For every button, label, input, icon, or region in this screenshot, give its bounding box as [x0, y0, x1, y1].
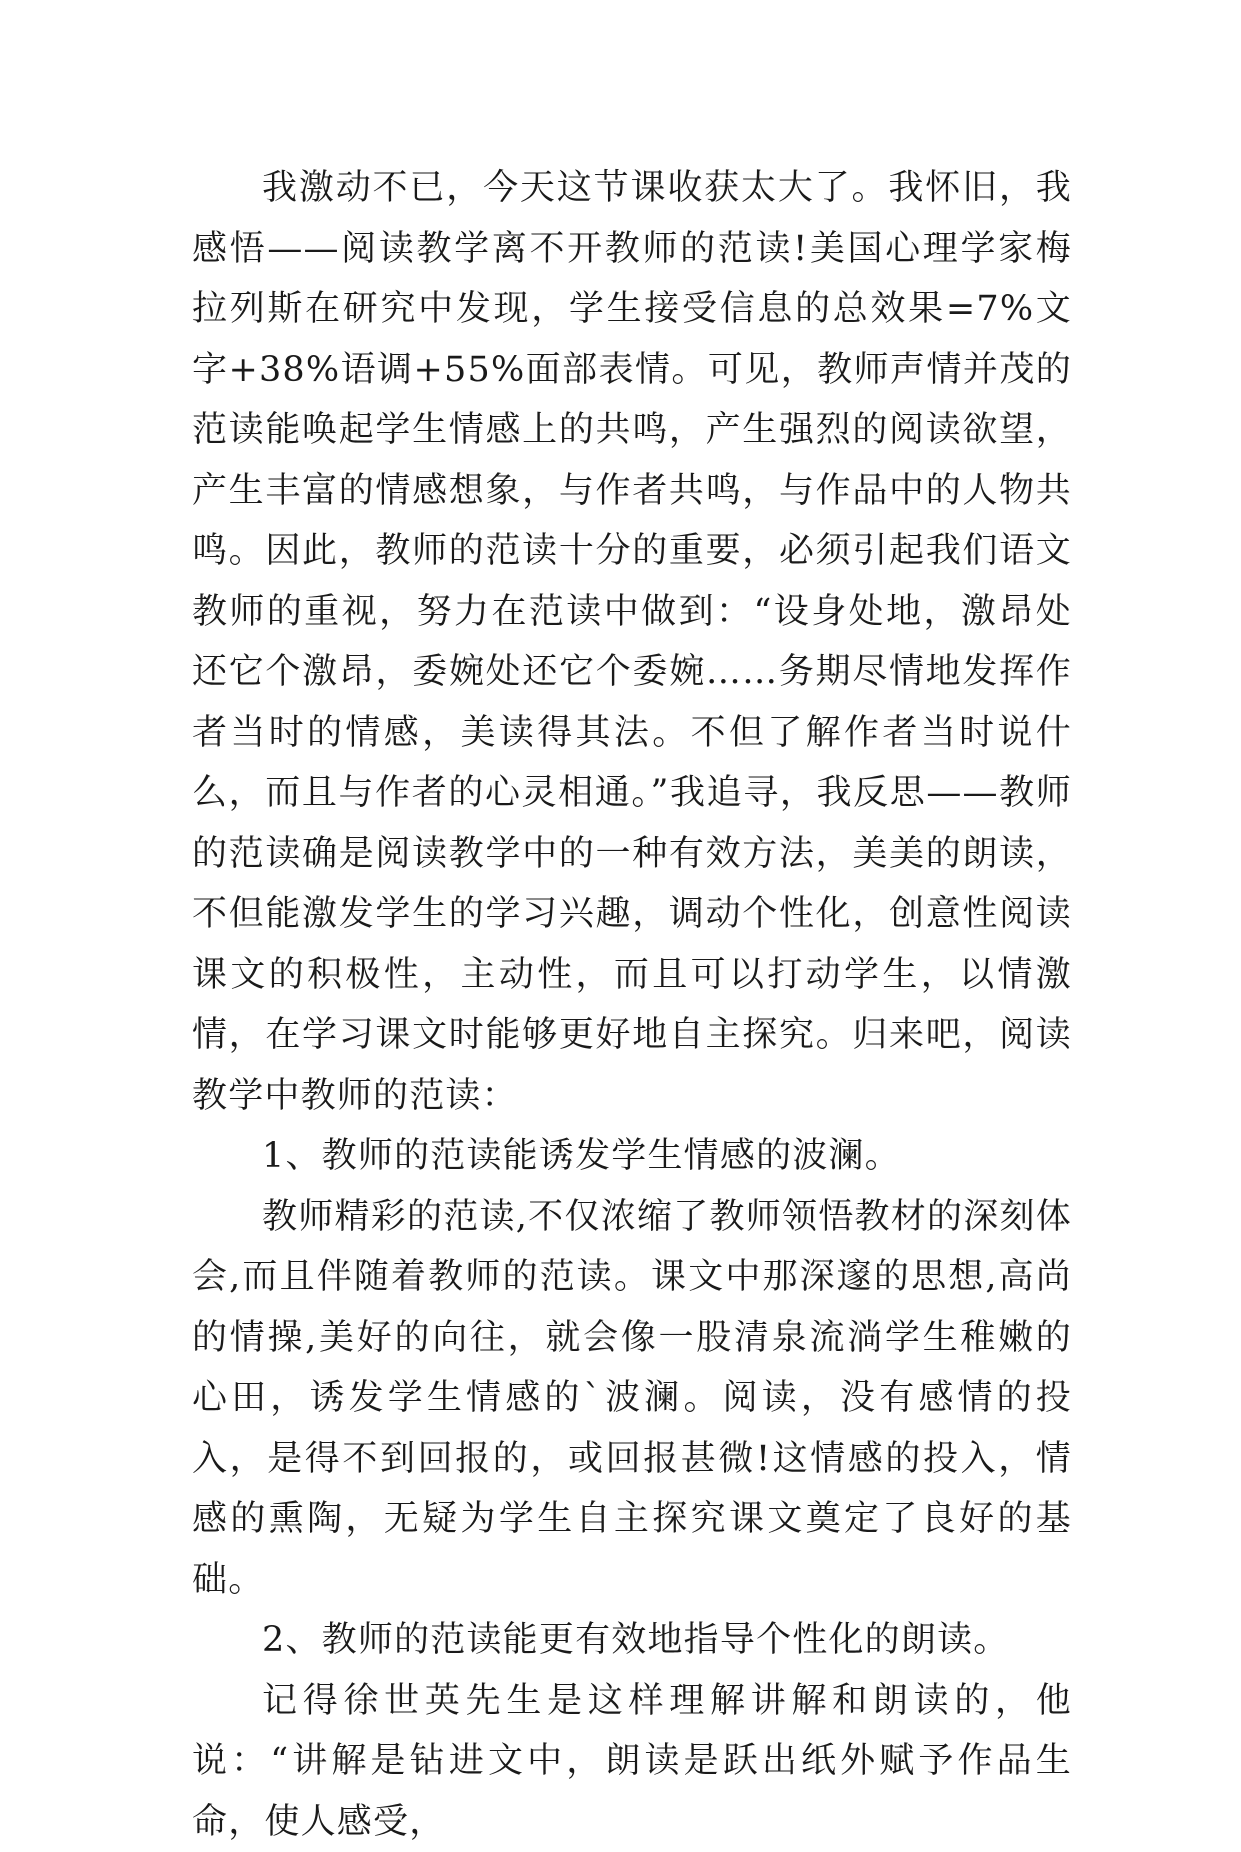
heading-point-2: 2、教师的范读能更有效地指导个性化的朗读。: [192, 1610, 1072, 1671]
body-text: [192, 158, 1072, 1852]
heading-point-1: 1、教师的范读能诱发学生情感的波澜。: [192, 1126, 1072, 1187]
paragraph-reflection: 我激动不已，今天这节课收获太大了。我怀旧，我感悟——阅读教学离不开教师的范读!美国心理学家梅拉列斯在研究中发现，学生接受信息的总效果=7%文字+38%语调+55%面部表情。可见，教师声情并茂的范读能唤起学生情感上的共鸣，产生强烈的阅读欲望，产生丰富的情感想象，与作者共鸣，与作品中的人物共鸣。因此，教师的范读十分的重要，必须引起我们语文教师的重视，努力在范读中做到：“设身处地，激昂处还它个激昂，委婉处还它个委婉……务期尽情地发挥作者当时的情感，美读得其法。不但了解作者当时说什么，而且与作者的心灵相通。”我追寻，我反思——教师的范读确是阅读教学中的一种有效方法，美美的朗读，不但能激发学生的学习兴趣，调动个性化，创意性阅读课文的积极性，主动性，而且可以打动学生，以情激情，在学习课文时能够更好地自主探究。归来吧，阅读教学中教师的范读：: [192, 158, 1072, 1126]
paragraph-point-2: 记得徐世英先生是这样理解讲解和朗读的，他说：“讲解是钻进文中，朗读是跃出纸外赋予作品生命，使人感受，: [192, 1671, 1072, 1852]
paragraph-point-1: 教师精彩的范读,不仅浓缩了教师领悟教材的深刻体会,而且伴随着教师的范读。课文中那深邃的思想,高尚的情操,美好的向往，就会像一股清泉流淌学生稚嫩的心田，诱发学生情感的`波澜。阅读，没有感情的投入，是得不到回报的，或回报甚微!这情感的投入，情感的熏陶，无疑为学生自主探究课文奠定了良好的基础。: [192, 1187, 1072, 1611]
